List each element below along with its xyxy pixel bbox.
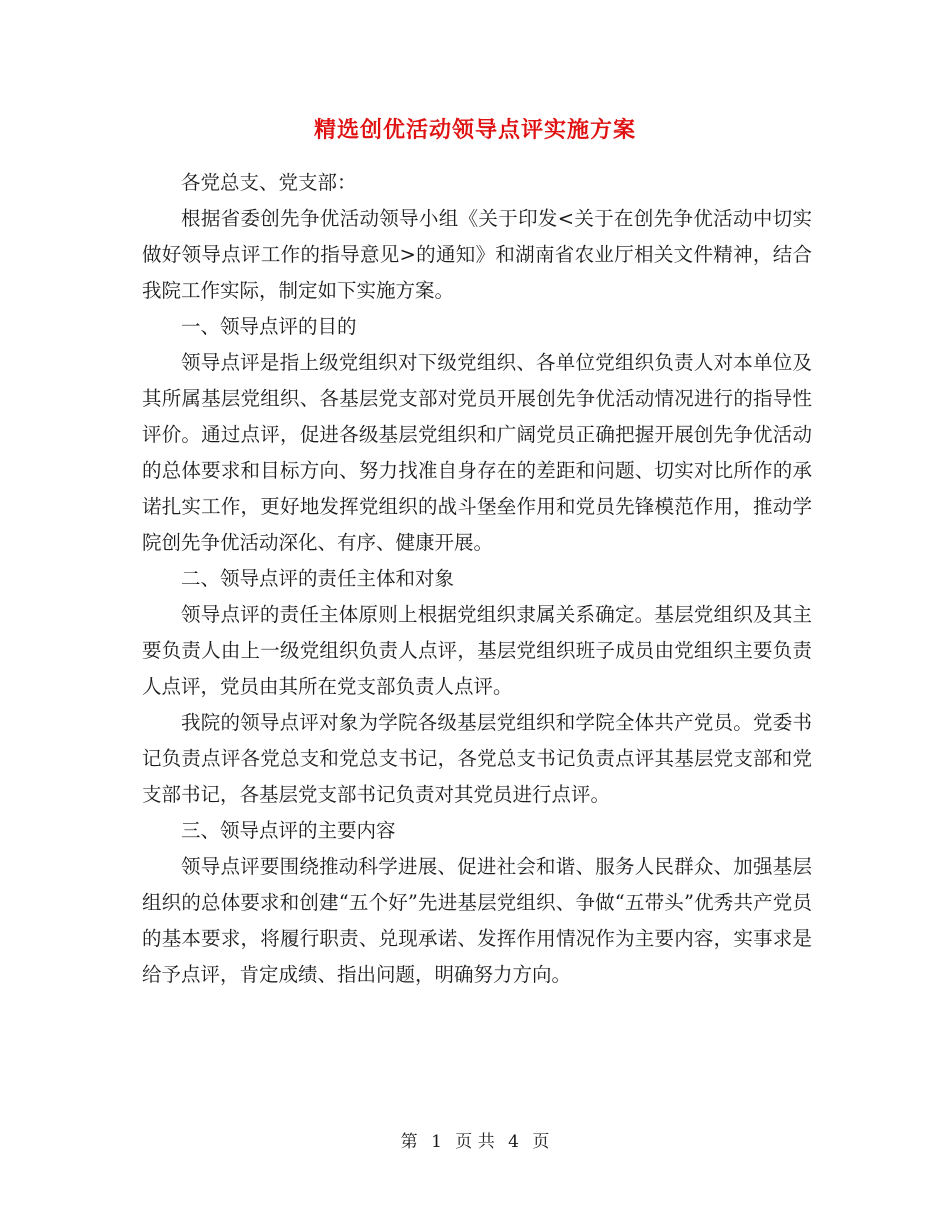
footer-total-pages: 4 [508,1132,519,1152]
content-paragraph: 领导点评要围绕推动科学进展、促进社会和谐、服务人民群众、加强基层组织的总体要求和创建“五个好”先进基层党组织、争做“五带头”优秀共产党员的基本要求，将履行职责、兑现承诺、发挥作用情况作为主要内容，实事求是给予点评，肯定成绩、指出问题，明确努力方向。 [142,855,812,986]
purpose-paragraph: 领导点评是指上级党组织对下级党组织、各单位党组织负责人对本单位及其所属基层党组织、各基层党支部对党员开展创先争优活动情况进行的指导性评价。通过点评，促进各级基层党组织和广阔党员正确把握开展创先争优活动的总体要求和目标方向、努力找准自身存在的差距和问题、切实对比所作的承诺扎实工作，更好地发挥党组织的战斗堡垒作用和党员先锋模范作用，推动学院创先争优活动深化、有序、健康开展。 [142,351,812,554]
footer-page-number: 1 [431,1132,442,1152]
section-heading-purpose: 一、领导点评的目的 [181,315,357,338]
document-title: 精选创优活动领导点评实施方案 [313,118,636,143]
footer-suffix: 页 [532,1132,550,1152]
subjects-paragraph-1: 领导点评的责任主体原则上根据党组织隶属关系确定。基层党组织及其主要负责人由上一级党组织负责人点评，基层党组织班子成员由党组织主要负责人点评，党员由其所在党支部负责人点评。 [142,603,812,698]
footer-middle: 页 共 [455,1132,495,1152]
page-footer [0,1127,950,1152]
subjects-paragraph-2: 我院的领导点评对象为学院各级基层党组织和学院全体共产党员。党委书记负责点评各党总支和党总支书记，各党总支书记负责点评其基层党支部和党支部书记，各基层党支部书记负责对其党员进行点评。 [142,711,812,806]
section-heading-content: 三、领导点评的主要内容 [181,819,396,842]
footer-prefix: 第 [400,1132,418,1152]
section-heading-subjects: 二、领导点评的责任主体和对象 [181,567,455,590]
document-body [142,165,812,993]
intro-paragraph: 根据省委创先争优活动领导小组《关于印发<关于在创先争优活动中切实做好领导点评工作的指导意见>的通知》和湖南省农业厅相关文件精神，结合我院工作实际，制定如下实施方案。 [142,207,812,302]
salutation-paragraph: 各党总支、党支部： [181,171,357,194]
